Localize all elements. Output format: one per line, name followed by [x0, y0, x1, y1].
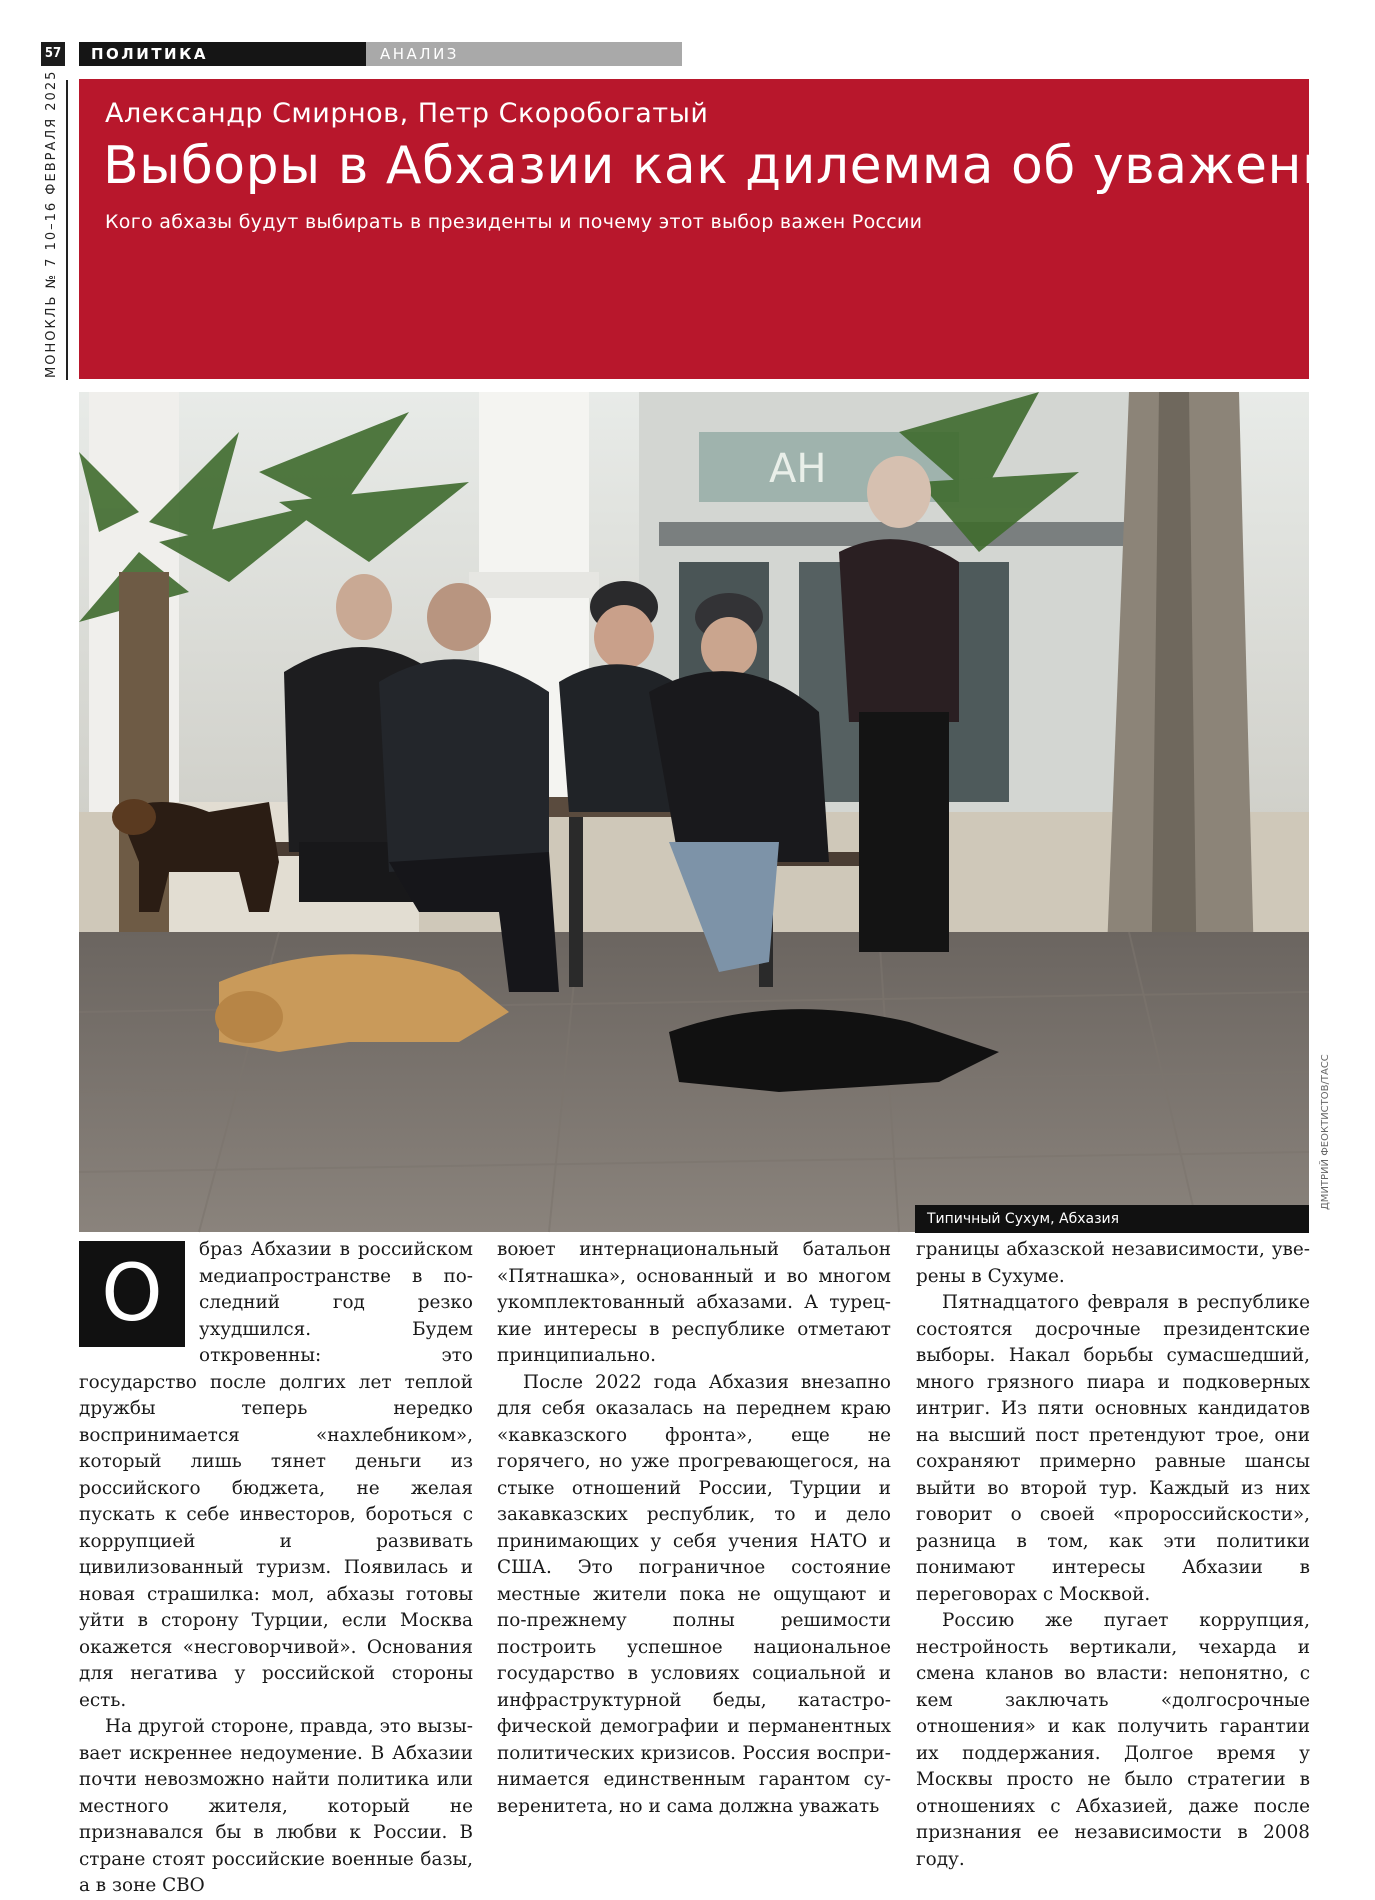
- body-paragraph: границы абхазской независимости, уверены в Сухуме.: [916, 1239, 1310, 1287]
- body-column-2: [497, 1237, 891, 1817]
- page-number: 57: [41, 42, 65, 66]
- body-paragraph: воюет интернациональный батальон «Пятнашка», основанный и во многом укомплектованный абхазами. А турецкие интересы в республике отметают принципиально.: [497, 1239, 891, 1366]
- article-dek: Кого абхазы будут выбирать в президенты и почему этот выбор важен России: [105, 211, 923, 233]
- body-column-3: [916, 1237, 1310, 1870]
- photo-sign-text: АН: [769, 446, 827, 492]
- article-photo: [79, 392, 1309, 1232]
- body-paragraph: Россию же пугает коррупция, нестройность вертикали, чехарда и смена кланов во власти: непонятно, с кем заключать «долгосрочные отношения» и как получить гарантии их поддержания. Долгое время у Москвы просто не было стратегии в отношениях с Абхазией, даже после признания ее независимости в 2008 году.: [916, 1610, 1310, 1870]
- body-paragraph: На другой стороне, правда, это вызывает искреннее недоумение. В Абхазии почти невозможно найти политика или местного жителя, который не признавался бы в любви к России. В стране стоят российские военные базы, а в зоне СВО: [79, 1716, 473, 1896]
- photo-caption: Типичный Сухум, Абхазия: [915, 1205, 1309, 1233]
- drop-cap: О: [79, 1241, 185, 1347]
- body-paragraph: Пятнадцатого февраля в республике состоятся досрочные президентские выборы. Накал борьбы сумасшедший, много грязного пиара и подковерных интриг. Из пяти основных кандидатов на высший пост претендуют трое, они сохраняют примерно равные шансы выйти во второй тур. Каждый из них говорит о своей «пророссийскости», разница в том, как эти политики понимают интересы Абхазии в переговорах с Москвой.: [916, 1292, 1310, 1605]
- body-paragraph: После 2022 года Абхазия внезапно для себя оказалась на переднем краю «кавказского фронта», еще не горячего, но уже прогревающегося, на стыке отношений России, Турции и закавказских республик, то и дело принимающих у себя учения НАТО и США. Это пограничное состояние местные жители пока не ощущают и по-прежнему полны решимости построить успешное национальное государство в условиях социальной и инфраструктурной беды, катастрофической демографии и перманентных политических кризисов. Россия воспринимается единственным гарантом суверенитета, но и сама должна уважать: [497, 1371, 891, 1817]
- photo-credit: ДМИТРИЙ ФЕОКТИСТОВ/ТАСС: [1320, 1054, 1331, 1210]
- issue-info: МОНОКЛЬ № 7 10–16 ФЕВРАЛЯ 2025: [44, 69, 59, 378]
- article-title: Выборы в Абхазии как дилемма об уважении: [103, 136, 1371, 196]
- section-label: ПОЛИТИКА: [79, 42, 366, 66]
- article-authors: Александр Смирнов, Петр Скоробогатый: [105, 98, 709, 129]
- body-paragraph: браз Абхазии в российском медиапространстве в последний год резко ухудшился. Будем откровенны: это государство после долгих лет теплой дружбы теперь нередко воспринимается «нахлебником», который лишь тянет деньги из российского бюджета, не желая пускать к себе инвесторов, бороться с коррупцией и развивать цивилизованный туризм. Появилась и новая страшилка: мол, абхазы готовы уйти в сторону Турции, если Москва окажется «несговорчивой». Основания для негатива у российской стороны есть.: [79, 1239, 473, 1711]
- side-rule: [66, 80, 68, 380]
- subsection-label: АНАЛИЗ: [366, 42, 682, 66]
- body-column-1: [79, 1237, 473, 1896]
